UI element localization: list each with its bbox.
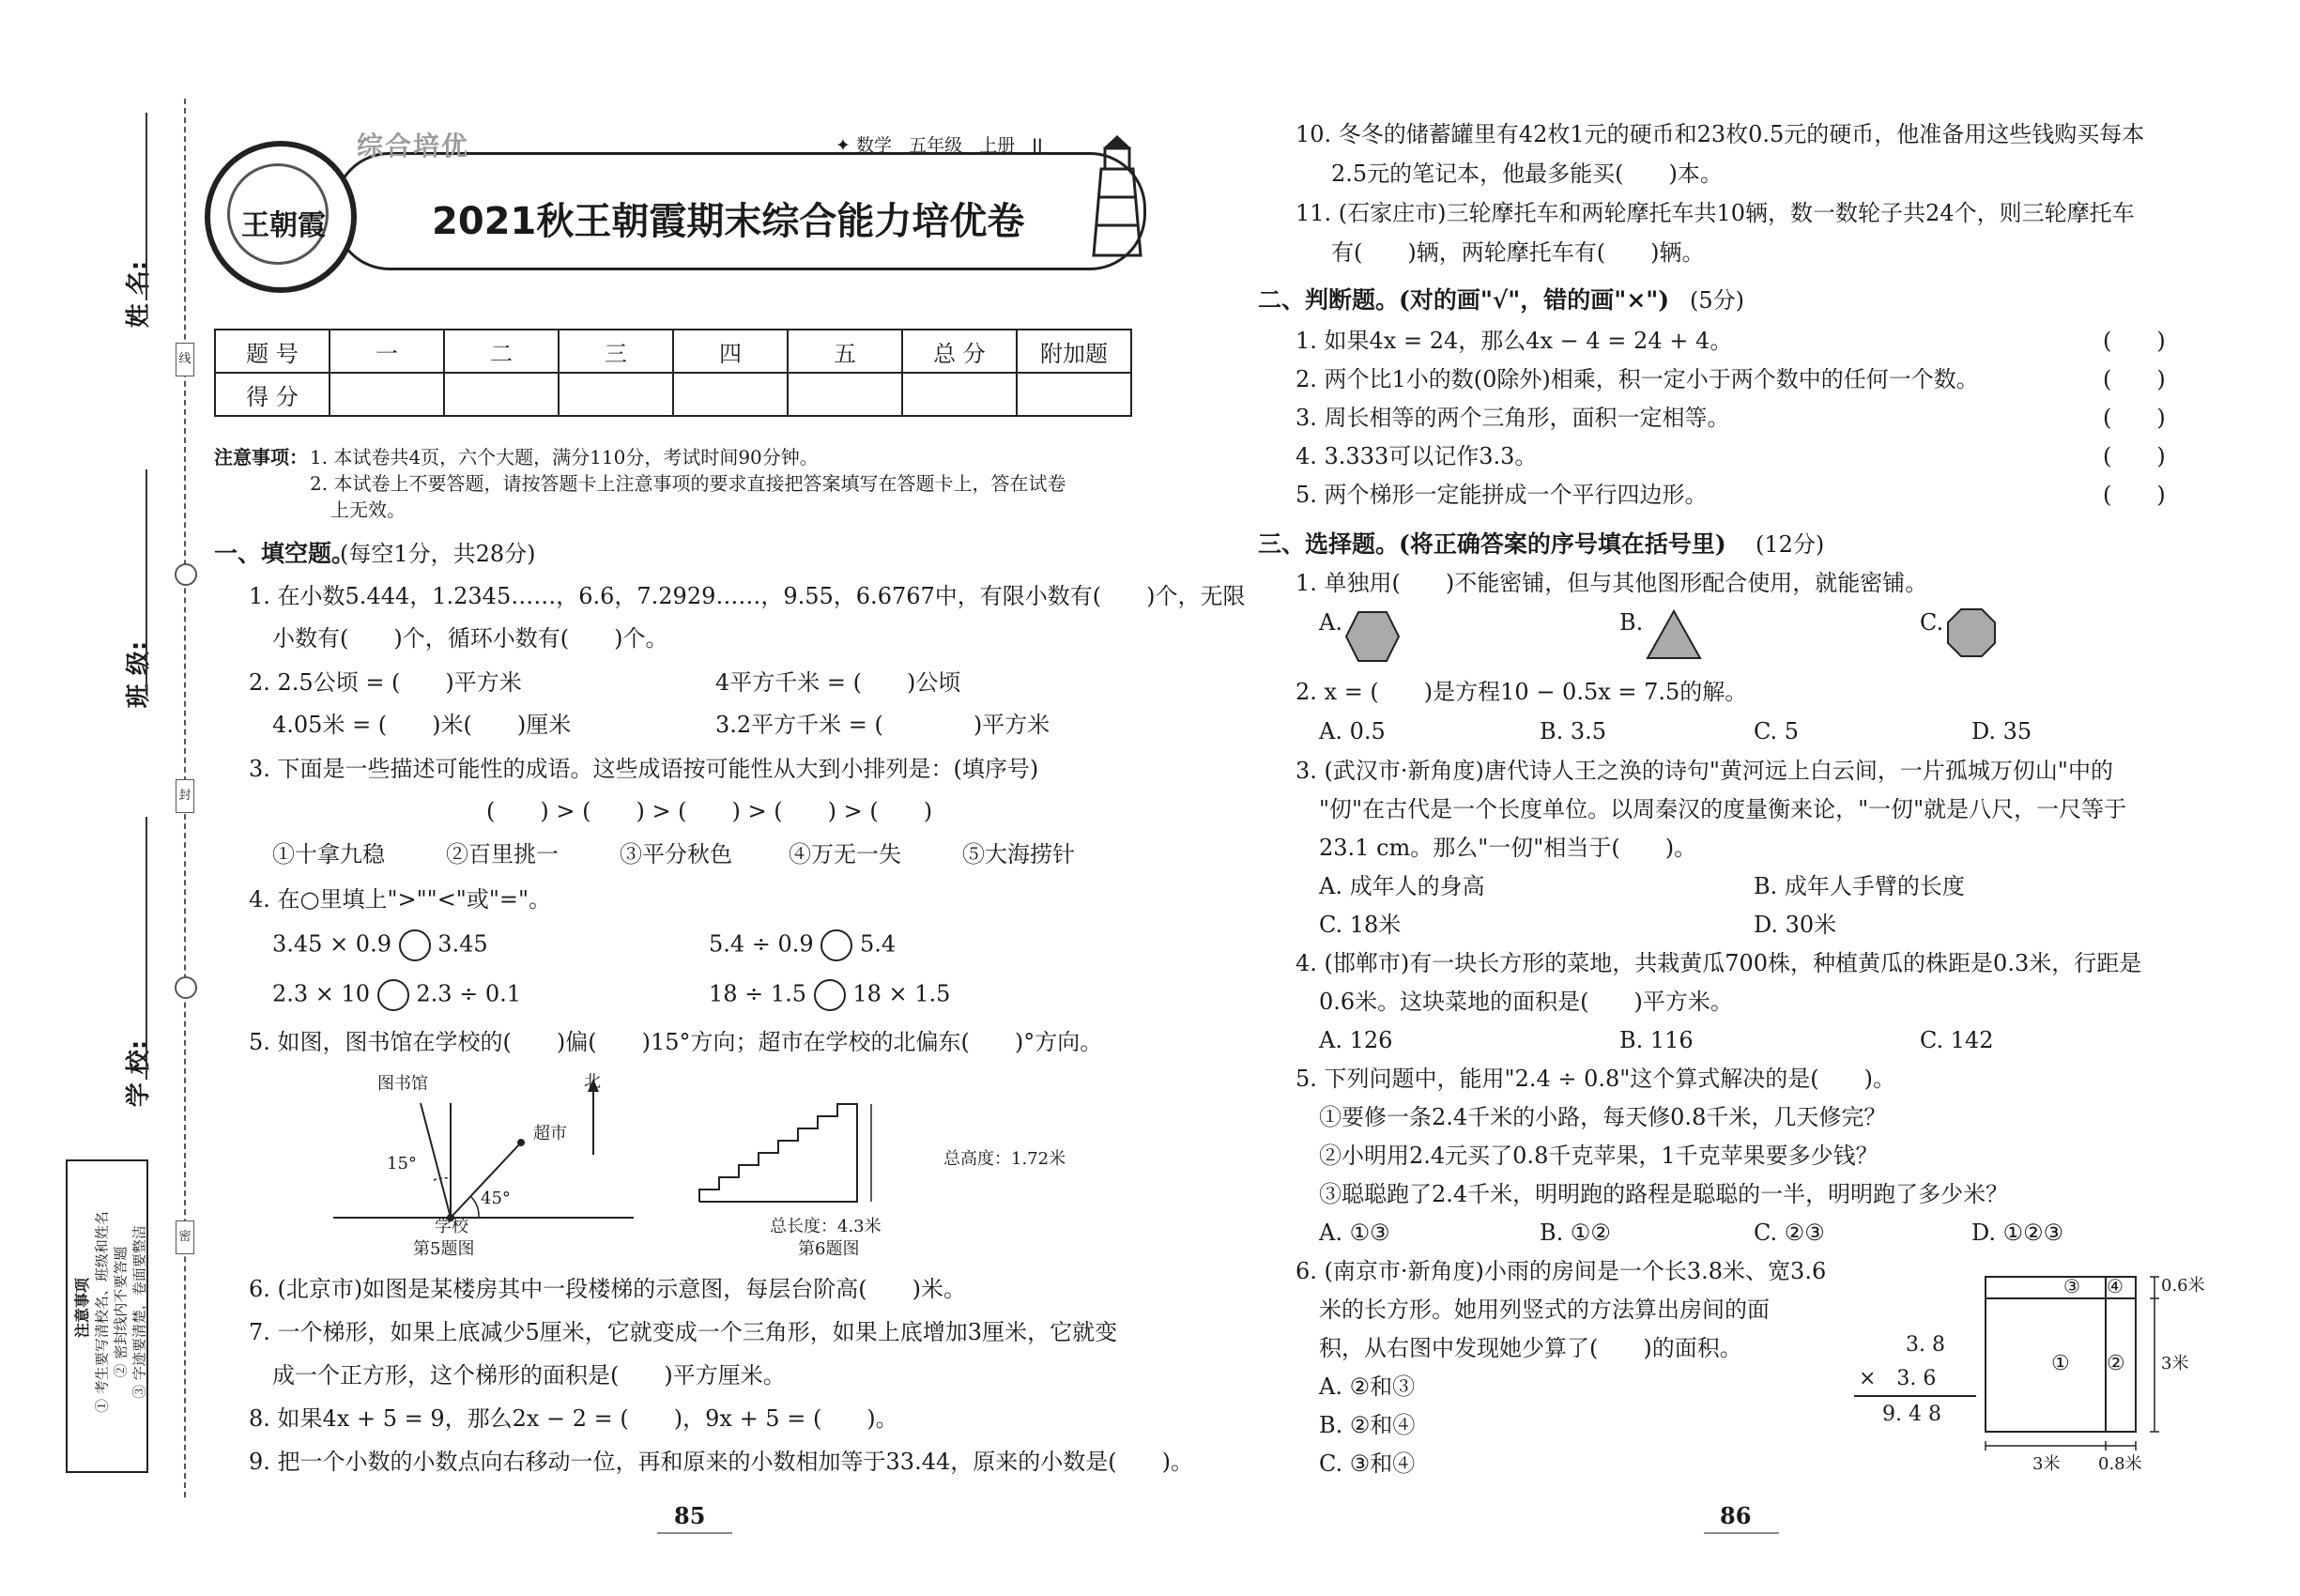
section-note: (每空1分，共28分): [340, 541, 536, 567]
question-text: 5. 如图，图书馆在学校的( )偏( )15°方向；超市在学校的北偏东( )°方向。: [249, 1029, 1103, 1055]
answer-blanks: ( ) > ( ) > ( ) > ( ) > ( ): [486, 798, 933, 824]
figure-label: 45°: [481, 1189, 511, 1208]
score-header-row: [215, 330, 1131, 373]
question-text: 6. (南京市·新角度)小雨的房间是一个长3.8米、宽3.6: [1296, 1258, 1827, 1284]
option-item[interactable]: A. ①③: [1319, 1220, 1390, 1246]
question-text: 4. (邯郸市)有一块长方形的菜地，共栽黄瓜700株，种植黄瓜的株距是0.3米，行距是: [1296, 950, 2142, 976]
hexagon-icon: [1344, 608, 1401, 665]
option-item: ⑤大海捞针: [962, 841, 1075, 867]
question-text: 积，从右图中发现她少算了( )的面积。: [1319, 1335, 1742, 1361]
judge-paren[interactable]: ( ): [2103, 328, 2166, 354]
edition: JJ: [1032, 135, 1043, 156]
compare-circle[interactable]: [377, 979, 409, 1011]
section-heading: 二、判断题。(对的画"√"，错的画"×"): [1258, 286, 1670, 314]
class-label: 班 级:: [125, 640, 154, 709]
option-item: ③平分秋色: [620, 841, 732, 867]
dimension-label: 3米: [2032, 1454, 2061, 1474]
figure-label: 图书馆: [377, 1074, 428, 1094]
question-text: 11. (石家庄市)三轮摩托车和两轮摩托车共10辆，数一数轮子共24个，则三轮摩托车: [1296, 200, 2135, 226]
question-text: 成一个正方形，这个梯形的面积是( )平方厘米。: [272, 1362, 786, 1389]
score-row: [215, 373, 1131, 416]
score-header-cell: 四: [673, 330, 788, 373]
score-cell[interactable]: [330, 373, 444, 416]
seal-circle-icon: [175, 976, 197, 999]
seal-mark: 封: [176, 779, 194, 813]
tab-title: 综合培优: [357, 130, 470, 161]
question-text: 3. 下面是一些描述可能性的成语。这些成语按可能性从大到小排列是：(填序号): [249, 756, 1039, 782]
list-item: ③聪聪跑了2.4千米，明明跑的路程是聪聪的一半，明明跑了多少米？: [1319, 1181, 2009, 1207]
question-text: 1. 单独用( )不能密铺，但与其他图形配合使用，就能密铺。: [1296, 570, 1928, 596]
question-text: 7. 一个梯形，如果上底减少5厘米，它就变成一个三角形，如果上底增加3厘米，它就变: [249, 1319, 1118, 1345]
figure-label: 15°: [387, 1154, 417, 1174]
compare-right: 3.45: [437, 930, 488, 958]
notes-line: ① 考生要写清校名、班级和姓名: [93, 1211, 111, 1413]
judge-item: 3. 周长相等的两个三角形，面积一定相等。: [1296, 405, 1730, 431]
notes-title: 注意事项: [73, 1278, 91, 1339]
question-text: 米的长方形。她用列竖式的方法算出房间的面: [1319, 1297, 1770, 1323]
room-region: ②: [2107, 1352, 2125, 1375]
question-text: 4. 在○里填上">""<"或"="。: [249, 886, 552, 913]
score-cell[interactable]: [444, 373, 559, 416]
figure-6-diagram: [695, 1098, 948, 1211]
question-text: 1. 在小数5.444，1.2345……，6.6，7.2929……，9.55，6.6767中，有限小数有( )个，无限: [249, 583, 1246, 609]
score-header-cell: 附加题: [1017, 330, 1131, 373]
score-table: [214, 329, 1132, 417]
score-cell[interactable]: [1017, 373, 1131, 416]
score-header-cell: 五: [788, 330, 902, 373]
seal-mark: 线: [176, 343, 194, 376]
question-text: 6. (北京市)如图是某楼房其中一段楼梯的示意图，每层台阶高( )米。: [249, 1276, 966, 1302]
notice-line: 2. 本试卷上不要答题，请按答题卡上注意事项的要求直接把答案填写在答题卡上，答在试卷: [310, 472, 1066, 495]
compare-circle[interactable]: [814, 979, 846, 1011]
score-header-cell: 三: [559, 330, 673, 373]
question-text: 3.2平方千米 = ( )平方米: [715, 712, 1050, 738]
question-text: 5. 下列问题中，能用"2.4 ÷ 0.8"这个算式解决的是( )。: [1296, 1066, 1896, 1092]
question-text: 2. x = ( )是方程10 − 0.5x = 7.5的解。: [1296, 679, 1748, 705]
compare-item: [709, 979, 950, 1011]
seal-circle-icon: [175, 563, 197, 586]
judge-item: 2. 两个比1小的数(0除外)相乘，积一定小于两个数中的任何一个数。: [1296, 366, 1979, 392]
judge-item: 4. 3.333可以记作3.3。: [1296, 443, 1538, 469]
option-item[interactable]: C. 142: [1920, 1027, 1994, 1053]
triangle-icon: [1645, 608, 1703, 661]
option-item: ①十拿九稳: [272, 841, 385, 867]
option-label[interactable]: A.: [1319, 609, 1342, 636]
option-item[interactable]: C. 5: [1754, 718, 1800, 744]
option-item[interactable]: B. 3.5: [1540, 718, 1607, 744]
compare-right: 18 × 1.5: [852, 980, 951, 1007]
option-item[interactable]: C. 18米: [1319, 912, 1402, 938]
page-title: 2021秋王朝霞期末综合能力培优卷: [432, 200, 1025, 243]
subject: 数学: [855, 135, 892, 156]
compare-right: 5.4: [859, 930, 897, 958]
option-label[interactable]: C.: [1920, 609, 1944, 636]
compare-left: 18 ÷ 1.5: [709, 980, 807, 1007]
section-heading: 三、选择题。(将正确答案的序号填在括号里): [1258, 530, 1726, 558]
octagon-icon: [1945, 606, 1998, 659]
notice-line: 上无效。: [330, 499, 406, 521]
judge-item: 1. 如果4x = 24，那么4x − 4 = 24 + 4。: [1296, 328, 1733, 354]
option-item[interactable]: D. 35: [1971, 718, 2032, 744]
score-cell[interactable]: [673, 373, 788, 416]
question-text: 小数有( )个，循环小数有( )个。: [272, 625, 668, 652]
name-line: [146, 113, 147, 300]
option-item[interactable]: B. 成年人手臂的长度: [1754, 873, 1965, 899]
notes-line: ② 密封线内不要答题: [112, 1246, 130, 1378]
notes-line: ③ 字迹要清楚，卷面要整洁: [130, 1225, 148, 1399]
compare-left: 2.3 × 10: [272, 980, 371, 1007]
option-item[interactable]: C. ②③: [1754, 1220, 1825, 1246]
room-region: ④: [2107, 1275, 2124, 1297]
question-text: 4平方千米 = ( )公顷: [715, 669, 961, 696]
judge-item: 5. 两个梯形一定能拼成一个平行四边形。: [1296, 482, 1708, 508]
section-note: (12分): [1756, 531, 1825, 558]
brand-logo: [205, 141, 357, 293]
notes-box: [66, 1159, 148, 1473]
figure-label: 超市: [533, 1124, 567, 1143]
option-item: ④万无一失: [789, 841, 901, 867]
option-item[interactable]: B. 116: [1619, 1027, 1694, 1053]
judge-paren[interactable]: ( ): [2103, 366, 2166, 392]
figure-label: 北: [584, 1072, 601, 1092]
option-item[interactable]: A. 126: [1319, 1027, 1393, 1053]
seal-mark: 密: [176, 1220, 194, 1254]
figure-label: 总高度：1.72米: [943, 1149, 1066, 1169]
logo-text: 王朝霞: [241, 209, 326, 242]
page-number: 86: [1720, 1502, 1752, 1529]
question-text: 9. 把一个小数的小数点向右移动一位，再和原来的小数相加等于33.44，原来的小数是( )。: [249, 1449, 1193, 1475]
score-header-cell: 题 号: [215, 330, 330, 373]
question-text: 0.6米。这块菜地的面积是( )平方米。: [1319, 989, 1733, 1015]
dimension-label: 0.6米: [2161, 1276, 2205, 1296]
question-text: 有( )辆，两轮摩托车有( )辆。: [1331, 239, 1705, 266]
logo-ring: [227, 163, 329, 265]
option-label[interactable]: B.: [1619, 609, 1644, 636]
figure-caption: 第6题图: [798, 1239, 860, 1259]
section-heading: 一、填空题。: [214, 540, 356, 567]
school-label: 学 校:: [125, 1039, 154, 1108]
question-text: 23.1 cm。那么"一仞"相当于( )。: [1319, 835, 1697, 861]
figure-label: 总长度：4.3米: [770, 1217, 882, 1236]
dimension-label: 0.8米: [2098, 1454, 2142, 1474]
compare-circle[interactable]: [399, 929, 431, 961]
judge-paren[interactable]: ( ): [2103, 482, 2166, 508]
score-row-label: 得 分: [215, 373, 330, 416]
question-text: 2.5元的笔记本，他最多能买( )本。: [1331, 161, 1723, 187]
page-ornament: [1704, 1532, 1779, 1534]
score-header-cell: 总 分: [902, 330, 1017, 373]
question-text: 4.05米 = ( )米( )厘米: [272, 712, 572, 738]
option-item[interactable]: B. ②和④: [1319, 1412, 1416, 1438]
school-line: [146, 817, 147, 1080]
score-header-cell: 一: [330, 330, 444, 373]
compare-circle[interactable]: [820, 929, 852, 961]
compare-item: [272, 929, 488, 961]
judge-paren[interactable]: ( ): [2103, 443, 2166, 469]
question-text: "仞"在古代是一个长度单位。以周秦汉的度量衡来论，"一仞"就是八尺，一尺等于: [1319, 796, 2127, 822]
score-header-cell: 二: [444, 330, 559, 373]
score-cell[interactable]: [788, 373, 902, 416]
figure-caption: 第5题图: [413, 1239, 475, 1259]
notice-line: 1. 本试卷共4页，六个大题，满分110分，考试时间90分钟。: [310, 446, 819, 468]
grade: 五年级: [909, 135, 963, 156]
star-icon: ✦: [836, 135, 851, 156]
option-item[interactable]: D. ①②③: [1971, 1220, 2064, 1246]
room-region: ①: [2051, 1352, 2070, 1375]
calc-line: 3. 8: [1906, 1333, 1945, 1357]
question-text: 8. 如果4x + 5 = 9，那么2x − 2 = ( )，9x + 5 = ( )。: [249, 1405, 898, 1432]
compare-left: 5.4 ÷ 0.9: [709, 930, 814, 958]
compare-item: [272, 979, 521, 1011]
option-item[interactable]: A. 成年人的身高: [1319, 873, 1485, 899]
question-text: 10. 冬冬的储蓄罐里有42枚1元的硬币和23枚0.5元的硬币，他准备用这些钱购买每本: [1296, 121, 2145, 147]
term: 上册: [979, 135, 1016, 156]
calc-line: 9. 4 8: [1882, 1403, 1941, 1426]
notice-label: 注意事项：: [214, 446, 308, 468]
lighthouse-icon: [1084, 131, 1150, 258]
list-item: ①要修一条2.4千米的小路，每天修0.8千米，几天修完？: [1319, 1104, 1887, 1130]
option-item[interactable]: D. 30米: [1754, 912, 1837, 938]
class-line: [146, 469, 147, 695]
question-text: 2. 2.5公顷 = ( )平方米: [249, 669, 522, 696]
option-item[interactable]: A. 0.5: [1319, 718, 1386, 744]
figure-label: 学校: [435, 1217, 468, 1236]
list-item: ②小明用2.4元买了0.8千克苹果，1千克苹果要多少钱？: [1319, 1143, 1878, 1169]
question-text: 3. (武汉市·新角度)唐代诗人王之涣的诗句"黄河远上白云间，一片孤城万仞山"中的: [1296, 758, 2113, 784]
calc-line: × 3. 6: [1859, 1367, 1937, 1390]
option-item[interactable]: C. ③和④: [1319, 1450, 1416, 1477]
name-label: 姓 名:: [125, 260, 154, 329]
judge-paren[interactable]: ( ): [2103, 405, 2166, 431]
score-cell[interactable]: [559, 373, 673, 416]
option-item[interactable]: A. ②和③: [1319, 1373, 1416, 1400]
page-number: 85: [674, 1502, 706, 1529]
page-ornament: [657, 1532, 732, 1534]
option-item[interactable]: B. ①②: [1540, 1220, 1611, 1246]
section-note: (5分): [1690, 287, 1744, 314]
option-item: ②百里挑一: [446, 841, 559, 867]
score-cell[interactable]: [902, 373, 1017, 416]
calc-rule: [1854, 1395, 1976, 1397]
compare-left: 3.45 × 0.9: [272, 930, 391, 958]
compare-item: [709, 929, 896, 961]
dimension-label: 3米: [2161, 1354, 2189, 1373]
room-region: ③: [2063, 1275, 2080, 1297]
compare-right: 2.3 ÷ 0.1: [416, 980, 522, 1007]
subject-line: [836, 131, 1043, 157]
